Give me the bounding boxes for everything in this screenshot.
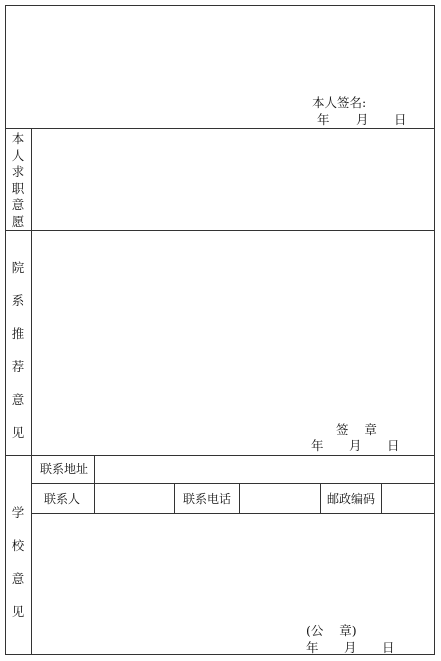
department-date-month: 月 xyxy=(349,438,362,453)
department-recommendation-label xyxy=(8,251,28,449)
school-date-year: 年 xyxy=(306,640,319,655)
top-date-day: 日 xyxy=(394,112,407,127)
department-recommendation-char: 院 xyxy=(11,260,25,275)
school-date-day: 日 xyxy=(382,640,395,655)
official-seal-label: (公 章) xyxy=(306,623,357,638)
department-date-year: 年 xyxy=(311,438,324,453)
job-intent-char: 求 xyxy=(11,164,25,179)
job-intent-label xyxy=(8,131,28,230)
school-date-month: 月 xyxy=(344,640,357,655)
job-intent-field[interactable] xyxy=(32,129,434,229)
postal-code-field[interactable] xyxy=(382,484,434,513)
contact-phone-value-divider xyxy=(320,483,321,513)
postal-code-label: 邮政编码 xyxy=(327,492,376,506)
school-opinion-char: 见 xyxy=(11,604,25,619)
department-recommendation-char: 系 xyxy=(11,293,25,308)
department-recommendation-char: 意 xyxy=(11,392,25,407)
department-recommendation-char: 推 xyxy=(11,326,25,341)
signature-label: 本人签名: xyxy=(312,95,367,110)
divider-address-row xyxy=(32,483,435,484)
job-intent-char: 人 xyxy=(11,147,25,163)
contact-address-label: 联系地址 xyxy=(40,462,89,476)
contact-address-field[interactable] xyxy=(95,456,434,483)
department-date-day: 日 xyxy=(387,438,400,453)
job-intent-char: 本 xyxy=(11,131,25,146)
department-recommendation-char: 荐 xyxy=(11,359,25,374)
department-stamp-label: 签 章 xyxy=(336,422,377,437)
contact-person-value-divider xyxy=(174,483,175,513)
contact-phone-label: 联系电话 xyxy=(183,492,232,506)
job-intent-char: 职 xyxy=(11,180,25,196)
job-intent-char: 愿 xyxy=(11,213,25,229)
top-date-year: 年 xyxy=(317,112,330,127)
school-opinion-field[interactable] xyxy=(32,514,434,618)
contact-person-field[interactable] xyxy=(95,484,174,513)
contact-person-label: 联系人 xyxy=(44,492,81,506)
top-date-month: 月 xyxy=(356,112,369,127)
school-opinion-char: 校 xyxy=(11,538,25,553)
contact-phone-field[interactable] xyxy=(240,484,320,513)
department-recommendation-char: 见 xyxy=(11,425,25,440)
school-opinion-label xyxy=(8,496,28,628)
department-recommendation-field[interactable] xyxy=(32,231,434,421)
school-opinion-char: 学 xyxy=(11,505,25,520)
job-intent-char: 意 xyxy=(11,197,25,212)
school-opinion-char: 意 xyxy=(11,571,25,586)
